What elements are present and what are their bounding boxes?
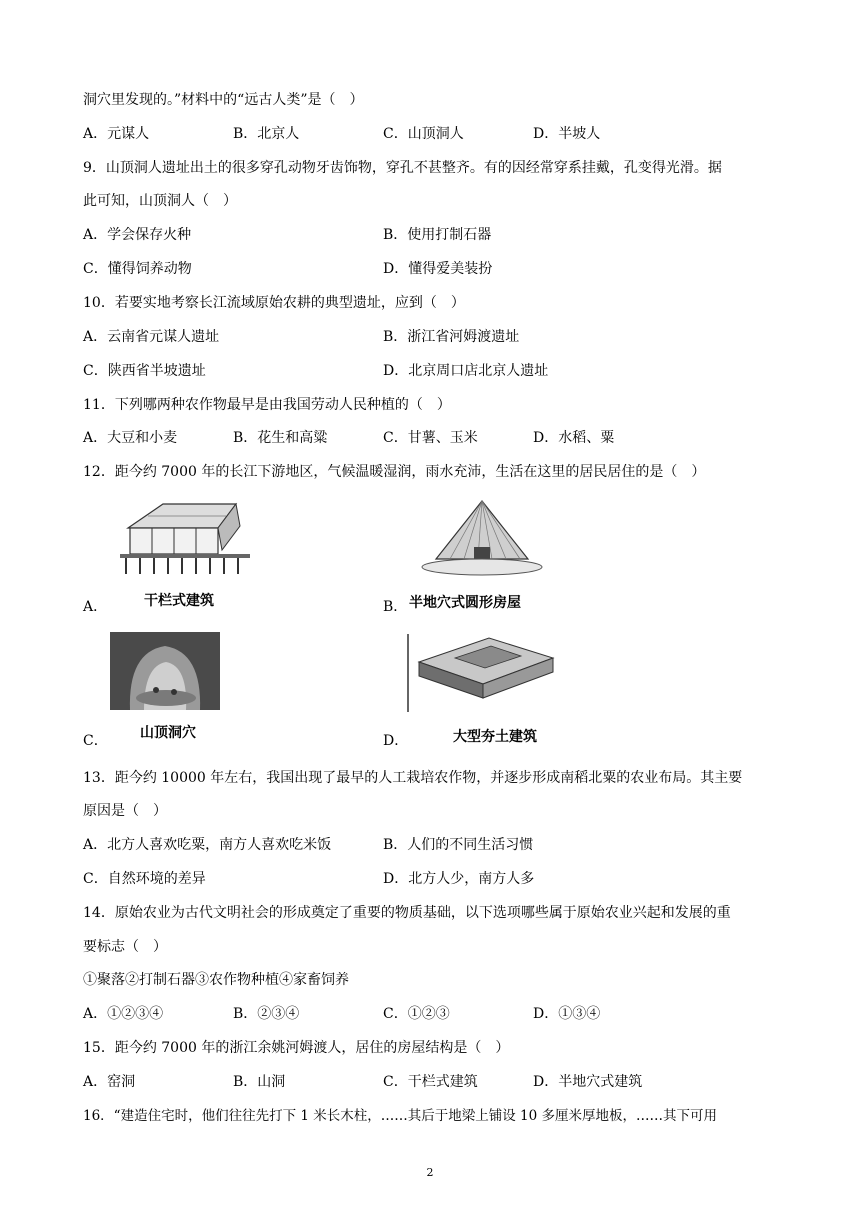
q11-option-a[interactable]: A．大豆和小麦 xyxy=(83,430,178,446)
q11-option-d[interactable]: D．水稻、粟 xyxy=(533,430,615,446)
q9-stem-line2: 此可知，山顶洞人（ ） xyxy=(83,193,237,209)
q8-stem: 洞穴里发现的。”材料中的“远古人类”是（ ） xyxy=(83,92,364,108)
q11-stem: 11．下列哪两种农作物最早是由我国劳动人民种植的（ ） xyxy=(83,397,451,413)
cave-image[interactable] xyxy=(110,632,220,710)
q11-option-c[interactable]: C．甘薯、玉米 xyxy=(383,430,478,446)
caption-rammed-earth: 大型夯土建筑 xyxy=(453,729,537,745)
q10-option-b[interactable]: B．浙江省河姆渡遗址 xyxy=(383,329,520,345)
q14-option-c[interactable]: C．①②③ xyxy=(383,1006,450,1022)
round-house-image[interactable] xyxy=(412,497,552,585)
rammed-earth-building-image[interactable] xyxy=(405,632,557,714)
q12-option-a-letter[interactable]: A． xyxy=(83,599,108,615)
q14-stem-line1: 14．原始农业为古代文明社会的形成奠定了重要的物质基础，以下选项哪些属于原始农业兴起和发展的重 xyxy=(83,905,731,921)
q12-stem: 12．距今约 7000 年的长江下游地区，气候温暖湿润，雨水充沛，生活在这里的居民居住的是（ ） xyxy=(83,464,706,480)
q15-option-c[interactable]: C．干栏式建筑 xyxy=(383,1074,478,1090)
q8-option-d[interactable]: D．半坡人 xyxy=(533,126,601,142)
q12-option-b-letter[interactable]: B． xyxy=(383,599,408,615)
q14-option-d[interactable]: D．①③④ xyxy=(533,1006,601,1022)
q11-option-b[interactable]: B．花生和高粱 xyxy=(233,430,328,446)
q15-option-a[interactable]: A．窑洞 xyxy=(83,1074,136,1090)
q9-option-b[interactable]: B．使用打制石器 xyxy=(383,227,492,243)
q10-option-d[interactable]: D．北京周口店北京人遗址 xyxy=(383,363,549,379)
q9-option-c[interactable]: C．懂得饲养动物 xyxy=(83,261,192,277)
q14-items: ①聚落②打制石器③农作物种植④家畜饲养 xyxy=(83,972,349,988)
q13-stem-line2: 原因是（ ） xyxy=(83,803,167,819)
q8-option-c[interactable]: C．山顶洞人 xyxy=(383,126,464,142)
q10-option-a[interactable]: A．云南省元谋人遗址 xyxy=(83,329,220,345)
q9-stem-line1: 9．山顶洞人遗址出土的很多穿孔动物牙齿饰物，穿孔不甚整齐。有的因经常穿系挂戴，孔变得光滑。据 xyxy=(83,160,722,176)
caption-stilt-house: 干栏式建筑 xyxy=(144,593,214,609)
q8-option-b[interactable]: B．北京人 xyxy=(233,126,300,142)
q14-stem-line2: 要标志（ ） xyxy=(83,939,167,955)
q15-option-d[interactable]: D．半地穴式建筑 xyxy=(533,1074,643,1090)
q15-stem: 15．距今约 7000 年的浙江余姚河姆渡人，居住的房屋结构是（ ） xyxy=(83,1040,510,1056)
q10-stem: 10．若要实地考察长江流域原始农耕的典型遗址，应到（ ） xyxy=(83,295,465,311)
q13-option-a[interactable]: A．北方人喜欢吃粟，南方人喜欢吃米饭 xyxy=(83,837,332,853)
q14-option-a[interactable]: A．①②③④ xyxy=(83,1006,164,1022)
q13-option-b[interactable]: B．人们的不同生活习惯 xyxy=(383,837,534,853)
caption-cave: 山顶洞穴 xyxy=(140,725,196,741)
q12-option-d-letter[interactable]: D． xyxy=(383,733,409,749)
q12-option-c-letter[interactable]: C． xyxy=(83,733,108,749)
q9-option-d[interactable]: D．懂得爱美装扮 xyxy=(383,261,493,277)
q10-option-c[interactable]: C．陕西省半坡遗址 xyxy=(83,363,206,379)
q8-option-a[interactable]: A．元谋人 xyxy=(83,126,150,142)
caption-round-house: 半地穴式圆形房屋 xyxy=(409,595,521,611)
q13-stem-line1: 13．距今约 10000 年左右，我国出现了最早的人工栽培农作物，并逐步形成南稻北粟的农业布局。其主要 xyxy=(83,770,743,786)
q15-option-b[interactable]: B．山洞 xyxy=(233,1074,286,1090)
q16-stem: 16．“建造住宅时，他们往往先打下 1 米长木柱，……其后于地梁上铺设 10 多厘米厚地板，……其下可用 xyxy=(83,1108,718,1124)
q13-option-c[interactable]: C．自然环境的差异 xyxy=(83,871,206,887)
q13-option-d[interactable]: D．北方人少，南方人多 xyxy=(383,871,535,887)
q9-option-a[interactable]: A．学会保存火种 xyxy=(83,227,192,243)
stilt-house-image[interactable] xyxy=(108,500,258,580)
page-number: 2 xyxy=(426,1166,434,1179)
q14-option-b[interactable]: B．②③④ xyxy=(233,1006,300,1022)
